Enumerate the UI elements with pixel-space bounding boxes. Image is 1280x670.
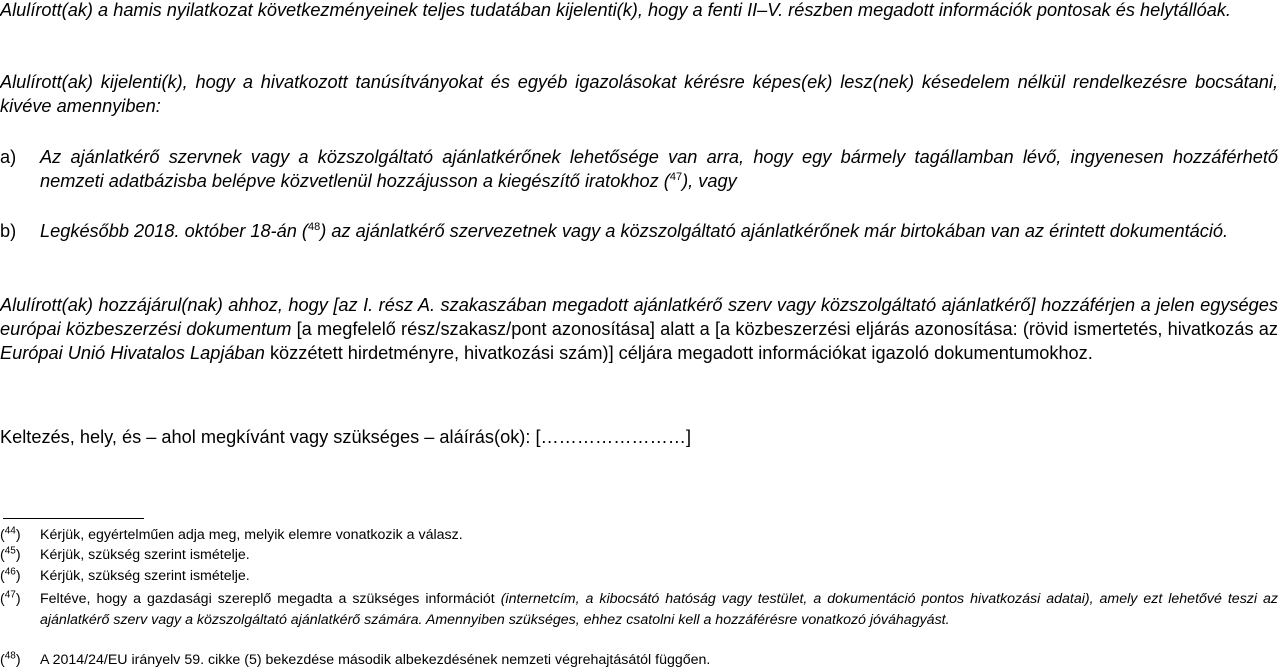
declaration-paragraph: Alulírott(ak) a hamis nyilatkozat következményeinek teljes tudatában kijelenti(k), hogy a fenti II–V. részben megadott információk pontosak és helytállóak.: [0, 0, 1231, 20]
consent-paragraph: Alulírott(ak) hozzájárul(nak) ahhoz, hogy [az I. rész A. szakaszában megadott ajánlatkérő szerv vagy közszolgáltató ajánlatkérő] hozzáférjen a jelen egységes európai közbeszerzési dokumentum [a megfelelő rész/szakasz/pont azonosítása] alatt a [a közbeszerzési eljárás azonosítása: (rövid ismertetés, hivatkozás az Európai Unió Hivatalos Lapjában közzétett hirdetményre, hivatkozási szám)] céljára megadott információkat igazoló dokumentumokhoz.: [0, 295, 1278, 363]
document-page: Alulírott(ak) a hamis nyilatkozat következményeinek teljes tudatában kijelenti(k), hogy a fenti II–V. részben megadott információk pontosak és helytállóak. Alulírott(ak) kijelenti(k), hogy a hivatkozott tanúsítványokat és egyéb igazolásokat kérésre képes(ek) lesz(nek) késedelem nélkül rendelkezésre bocsátani, kivéve amennyiben: a) Az ajánlatkérő szervnek vagy a közszolgáltató ajánlatkérőnek lehetősége van arra, hogy egy bármely tagállamban lévő, ingyenesen hozzáférhető nemzeti adatbázisba belépve közvetlenül hozzájusson a kiegészítő iratokhoz ($^{47}$), vagy b) Legkésőbb 2018. október 18-án ($^{48}$) az ajánlatkérő szervezetnek vagy a közszolgáltató ajánlatkérőnek már birtokában van az érintett dokumentáció. Alulírott(ak) hozzájárul(nak) ahhoz, hogy [az I. rész A. szakaszában megadott ajánlatkérő szerv vagy közszolgáltató ajánlatkérő] hozzáférjen a jelen egységes európai közbeszerzési dokumentum [a megfelelő rész/szakasz/pont azonosítása] alatt a [a közbeszerzési eljárás azonosítása: (rövid ismertetés, hivatkozás az Európai Unió Hivatalos Lapjában közzétett hirdetményre, hivatkozási szám)] céljára megadott információkat igazoló dokumentumokhoz. Keltezés, hely, és – ahol megkívánt vagy szükséges – aláírás(ok): [……………………] ($^{44}$) Kérjük, egyértelműen adja meg, melyik elemre vonatkozik a válasz. ($^{45}$) Kérjük, szükség szerint ismételje. ($^{46}$) Kérjük, szükség szerint ismételje. ($^{47}$) Feltéve, hogy a gazdasági szereplő megadta a szükséges információt (internetcím, a kibocsátó hatóság vagy testület, a dokumentáció pontos hivatkozási adatai), amely ezt lehetővé teszi az ajánlatkérő szerv vagy a közszolgáltató ajánlatkérő számára. Amennyiben szükséges, ehhez csatolni kell a hozzáférésre vonatkozó jóváhagyást. ($^{48}$) A 2014/24/EU irányelv 59. cikke (5) bekezdése második albekezdésének nemzeti végrehajtásától függően.: [0, 0, 1278, 668]
certificates-paragraph: Alulírott(ak) kijelenti(k), hogy a hivatkozott tanúsítványokat és egyéb igazolásokat kérésre képes(ek) lesz(nek) késedelem nélkül rendelkezésre bocsátani, kivéve amennyiben:: [0, 72, 1278, 116]
footnote-number: ($^{48}$): [0, 650, 21, 668]
footnote-ref-48[interactable]: 48: [307, 220, 321, 233]
signature-line: Keltezés, hely, és – ahol megkívánt vagy szükséges – aláírás(ok): [……………………]: [0, 427, 692, 447]
footnote-separator: [3, 518, 144, 519]
list-item-b-text: Legkésőbb 2018. október 18-án ($^{48}$) az ajánlatkérő szervezetnek vagy a közszolgáltató ajánlatkérőnek már birtokában van az érintett dokumentáció.: [40, 220, 1229, 241]
list-item-a-letter: a): [0, 147, 17, 167]
list-item-b-letter: b): [0, 221, 17, 241]
footnote-number: ($^{46}$): [0, 566, 21, 584]
footnote-number: ($^{44}$): [0, 525, 21, 543]
list-item-a-text: Az ajánlatkérő szervnek vagy a közszolgáltató ajánlatkérőnek lehetősége van arra, hogy egy bármely tagállamban lévő, ingyenesen hozzáférhető nemzeti adatbázisba belépve közvetlenül hozzájusson a kiegészítő iratokhoz ($^{47}$), vagy: [40, 147, 1278, 191]
footnote-ref-47[interactable]: 47: [669, 170, 683, 183]
footnote-number: ($^{47}$): [0, 589, 21, 607]
footnote-number: ($^{45}$): [0, 545, 21, 563]
